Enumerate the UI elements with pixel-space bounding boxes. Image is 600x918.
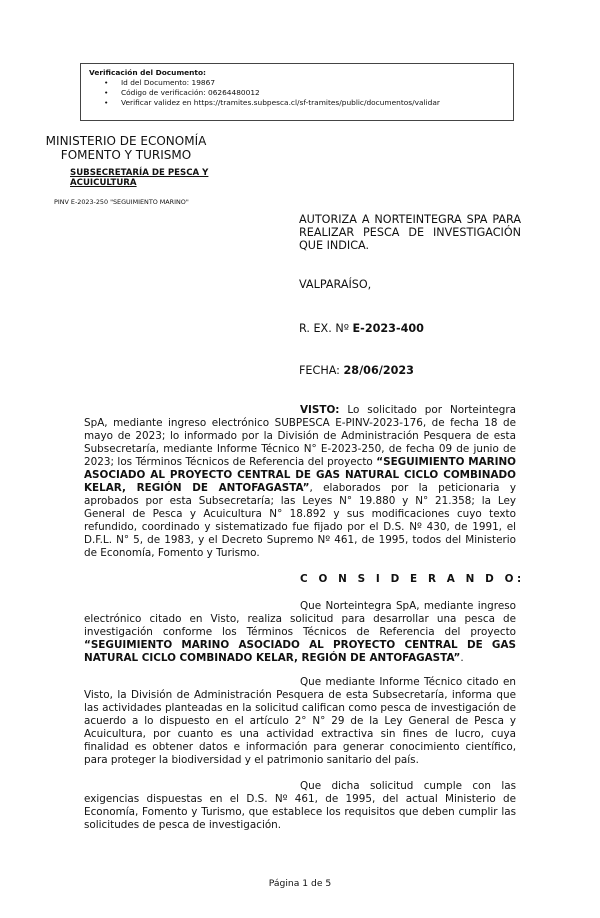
bullet-icon: • <box>104 78 109 87</box>
verification-list <box>89 78 507 108</box>
visto-label: VISTO: <box>300 404 340 416</box>
project-name: “SEGUIMIENTO MARINO ASOCIADO AL PROYECTO CENTRAL DE GAS NATURAL CICLO COMBINADO KELAR, REGIÓN DE ANTOFAGASTA” <box>84 639 516 664</box>
project-name: “SEGUIMIENTO MARINO ASOCIADO AL PROYECTO CENTRAL DE GAS NATURAL CICLO COMBINADO KELAR, REGIÓN DE ANTOFAGASTA” <box>84 456 517 494</box>
subsecretaria-name: SUBSECRETARÍA DE PESCA Y ACUICULTURA <box>70 168 209 188</box>
place: VALPARAÍSO, <box>299 278 372 291</box>
considerando-heading: C O N S I D E R A N D O: <box>300 573 525 585</box>
list-item: • Id del Documento: 19867 <box>104 78 216 87</box>
considerando-paragraph-3: Que dicha solicitud cumple con las exigencias dispuestas en el D.S. Nº 461, de 1995, del actual Ministerio de Economía, Fomento y Turismo, que establece los requisitos que deben cumplir las solicitudes de pesca de investigación. <box>84 780 516 831</box>
resolution-summary: AUTORIZA A NORTEINTEGRA SPA PARA REALIZAR PESCA DE INVESTIGACIÓN QUE INDICA. <box>299 213 521 252</box>
visto-paragraph: VISTO: Lo solicitado por Norteintegra SpA, mediante ingreso electrónico SUBPESCA E-PINV-2023-176, de fecha 18 de mayo de 2023; lo informado por la División de Administración Pesquera de esta Subsecretaría, mediante Informe Técnico N° E-2023-250, de fecha 09 de junio de 2023; los Términos Técnicos de Referencia del proyecto “SEGUIMIENTO MARINO ASOCIADO AL PROYECTO CENTRAL DE GAS NATURAL CICLO COMBINADO KELAR, REGIÓN DE ANTOFAGASTA”, elaborados por la peticionaria y aprobados por esta Subsecretaría; las Leyes N° 19.880 y N° 21.358; la Ley General de Pesca y Acuicultura N° 18.892 y sus modificaciones cuyo texto refundido, coordinado y sistematizado fue fijado por el D.S. Nº 430, de 1991, el D.F.L. N° 5, de 1983, y el Decreto Supremo Nº 461, de 1995, todos del Ministerio de Economía, Fomento y Turismo. <box>84 404 517 559</box>
verification-box <box>80 63 514 121</box>
page-number: Página 1 de 5 <box>268 878 332 889</box>
resolution-number: R. EX. Nº E-2023-400 <box>299 322 424 335</box>
verification-title: Verificación del Documento: <box>89 68 206 77</box>
list-item: • Código de verificación: 06264480012 <box>104 88 260 97</box>
pinv-reference: PINV E-2023-250 "SEGUIMIENTO MARINO" <box>54 198 189 206</box>
resolution-date: FECHA: 28/06/2023 <box>299 364 414 377</box>
list-item[interactable]: • Verificar validez en https://tramites.subpesca.cl/sf-tramites/public/documentos/validar <box>104 98 440 107</box>
bullet-icon: • <box>104 98 109 107</box>
bullet-icon: • <box>104 88 109 97</box>
considerando-paragraph-2: Que mediante Informe Técnico citado en Visto, la División de Administración Pesquera de esta Subsecretaría, informa que las actividades planteadas en la solicitud califican como pesca de investigación de acuerdo a lo dispuesto en el artículo 2° N° 29 de la Ley General de Pesca y Acuicultura, por cuanto es una actividad extractiva sin fines de lucro, cuya finalidad es obtener datos e información para generar conocimiento científico, para proteger la biodiversidad y el patrimonio sanitario del país. <box>84 676 516 766</box>
considerando-paragraph-1: Que Norteintegra SpA, mediante ingreso electrónico citado en Visto, realiza solicitud para desarrollar una pesca de investigación conforme los Términos Técnicos de Referencia del proyecto “SEGUIMIENTO MARINO ASOCIADO AL PROYECTO CENTRAL DE GAS NATURAL CICLO COMBINADO KELAR, REGIÓN DE ANTOFAGASTA”. <box>84 600 516 664</box>
ministry-name: MINISTERIO DE ECONOMÍA FOMENTO Y TURISMO <box>45 134 207 162</box>
